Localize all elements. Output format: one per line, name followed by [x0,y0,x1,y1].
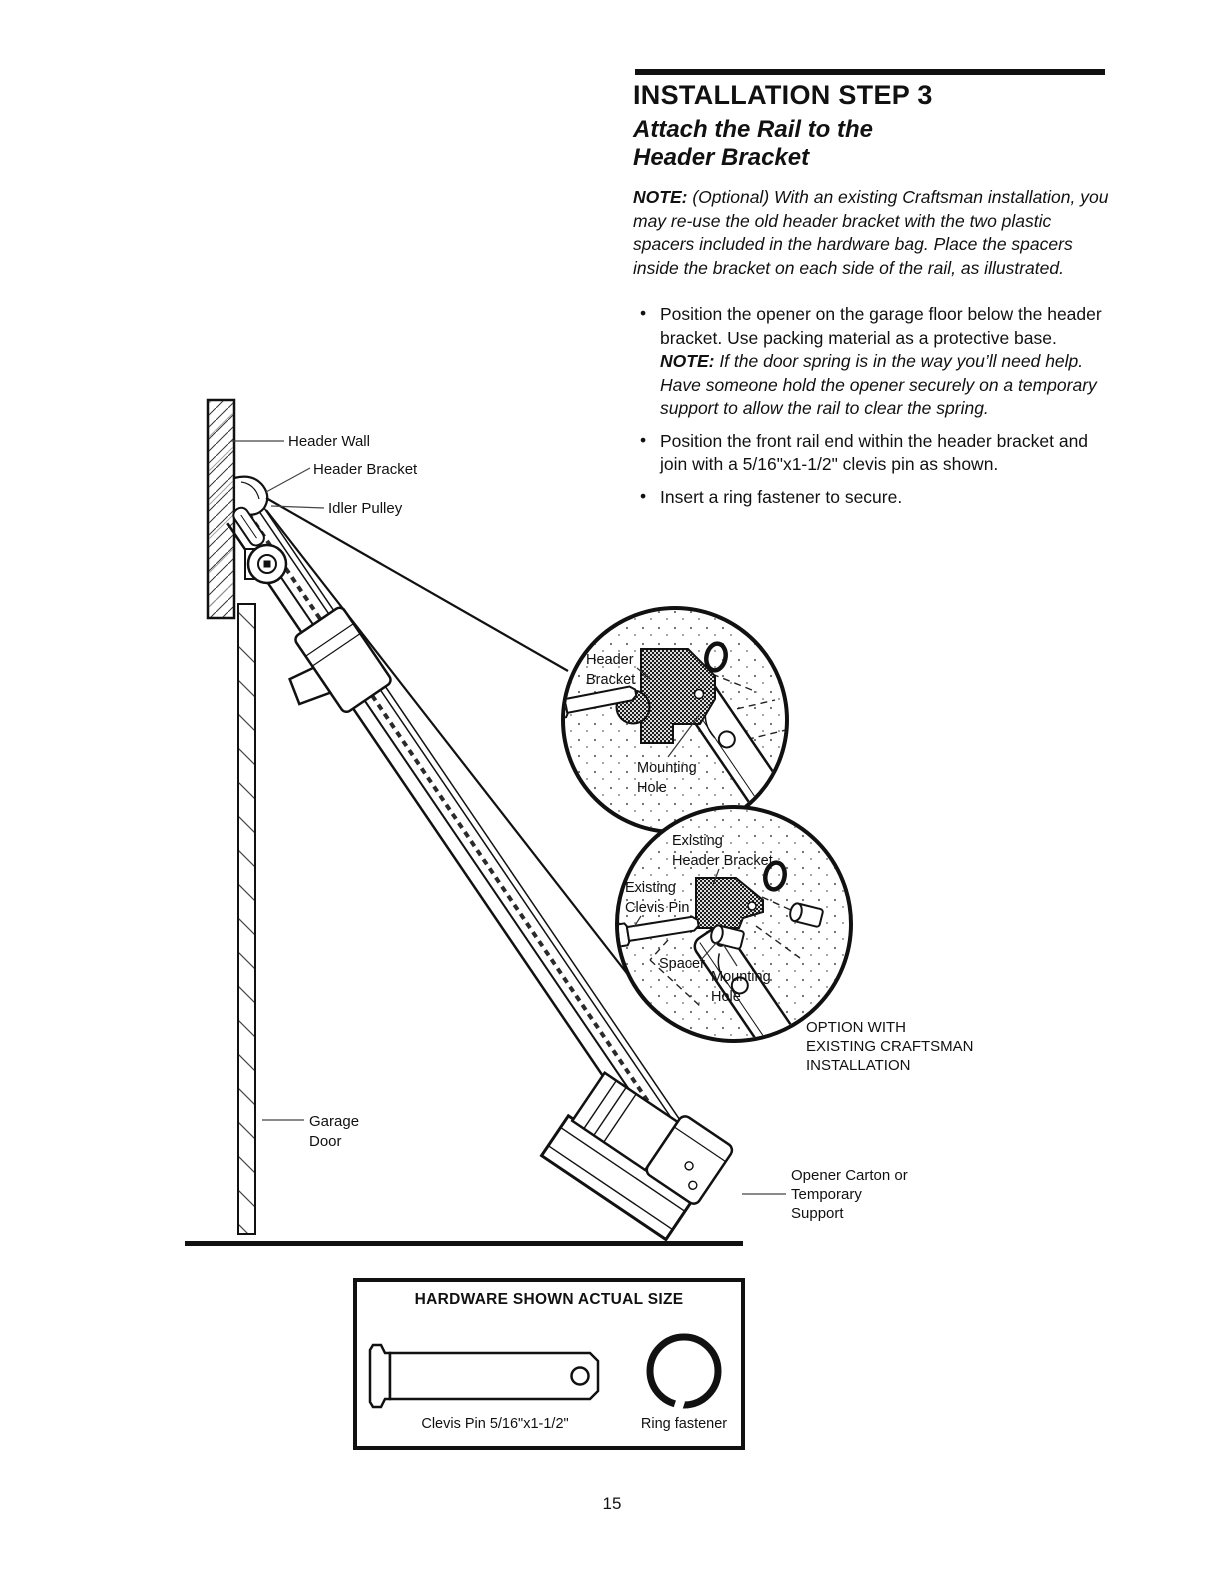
clevis-pin-drawing [370,1345,598,1407]
ring-fastener-label: Ring fastener [640,1416,728,1432]
step-subtitle-line2: Header Bracket [633,144,810,171]
header-bracket-leader [266,468,310,492]
detail2-spacer-label: Spacer [659,956,705,972]
installation-diagram [180,390,1020,1270]
detail-circle-1 [554,608,789,834]
detail2-hole-label-line2: Hole [711,989,741,1005]
detail1-bracket-label-line2: Bracket [586,672,636,688]
section-rule [635,69,1105,75]
opener-carton-label-line1: Opener Carton or [791,1167,908,1184]
detail2-bracket-label-line1: Existing [672,833,723,849]
idler-pulley-leader [271,506,324,508]
detail1-hole-label-line1: Mounting [637,760,697,776]
bullet-glyph: • [640,429,647,450]
opener-carton-label-line2: Temporary [791,1186,862,1203]
detail2-pin-label-line1: Existing [625,880,676,896]
hardware-box-title: HARDWARE SHOWN ACTUAL SIZE [414,1291,684,1308]
header-bracket-label: Header Bracket [313,461,418,478]
bullet1-note-label: NOTE: [660,351,715,371]
detail2-bracket-label-line2: Header Bracket [672,853,773,869]
opener-carton-label-line3: Support [791,1205,844,1222]
bullet-glyph: • [640,485,647,506]
note-paragraph [633,186,1111,280]
step-heading: INSTALLATION STEP 3 [633,80,933,110]
bullet-glyph: • [640,303,647,323]
garage-door-label-line2: Door [309,1133,342,1150]
garage-door-shape [238,604,255,1234]
hardware-drawings [357,1282,741,1446]
option-caption-line3: INSTALLATION [806,1057,911,1074]
floor-line [185,1241,743,1246]
chain [248,514,674,1141]
option-caption-line2: EXISTING CRAFTSMAN [806,1038,974,1055]
note-text: (Optional) With an existing Craftsman installation, you may re-use the old header bracket with the two plastic spacers included in the hardware bag. Place the spacers inside the bracket on each side of the rail, as illustrated. [633,187,1109,278]
door-bracket-shape [245,545,286,583]
page-number: 15 [602,1494,622,1513]
bullet2-text: Position the front rail end within the header bracket and join with a 5/16"x1-1/2" clevis pin as shown. [660,430,1089,474]
detail1-hole-label-line2: Hole [637,780,667,796]
detail2-pin-label-line2: Clevis Pin [625,900,690,916]
bullet3-text: Insert a ring fastener to secure. [660,486,903,507]
clevis-pin-label: Clevis Pin 5/16"x1-1/2" [421,1416,569,1432]
header-wall-label: Header Wall [288,433,370,450]
garage-door-label-line1: Garage [309,1113,360,1130]
note-label: NOTE: [633,187,688,207]
detail1-bracket-label-line1: Header [586,652,634,668]
option-caption-line1: OPTION WITH [806,1019,906,1036]
hardware-box [353,1278,745,1450]
header-wall-shape [208,400,234,618]
detail2-hole-label-line1: Mounting [711,969,771,985]
idler-pulley-label: Idler Pulley [328,500,403,517]
step-subtitle-line1: Attach the Rail to the [633,116,874,143]
bullet1-note-text: If the door spring is in the way you’ll need help. Have someone hold the opener securely on a temporary support to allow the rail to clear the spring. [660,351,1097,418]
rail-assembly [192,496,695,1177]
bullet1-text: Position the opener on the garage floor below the header bracket. Use packing material as a protective base. [660,304,1102,348]
ring-fastener-drawing [650,1337,718,1410]
step-subtitle [633,116,873,172]
